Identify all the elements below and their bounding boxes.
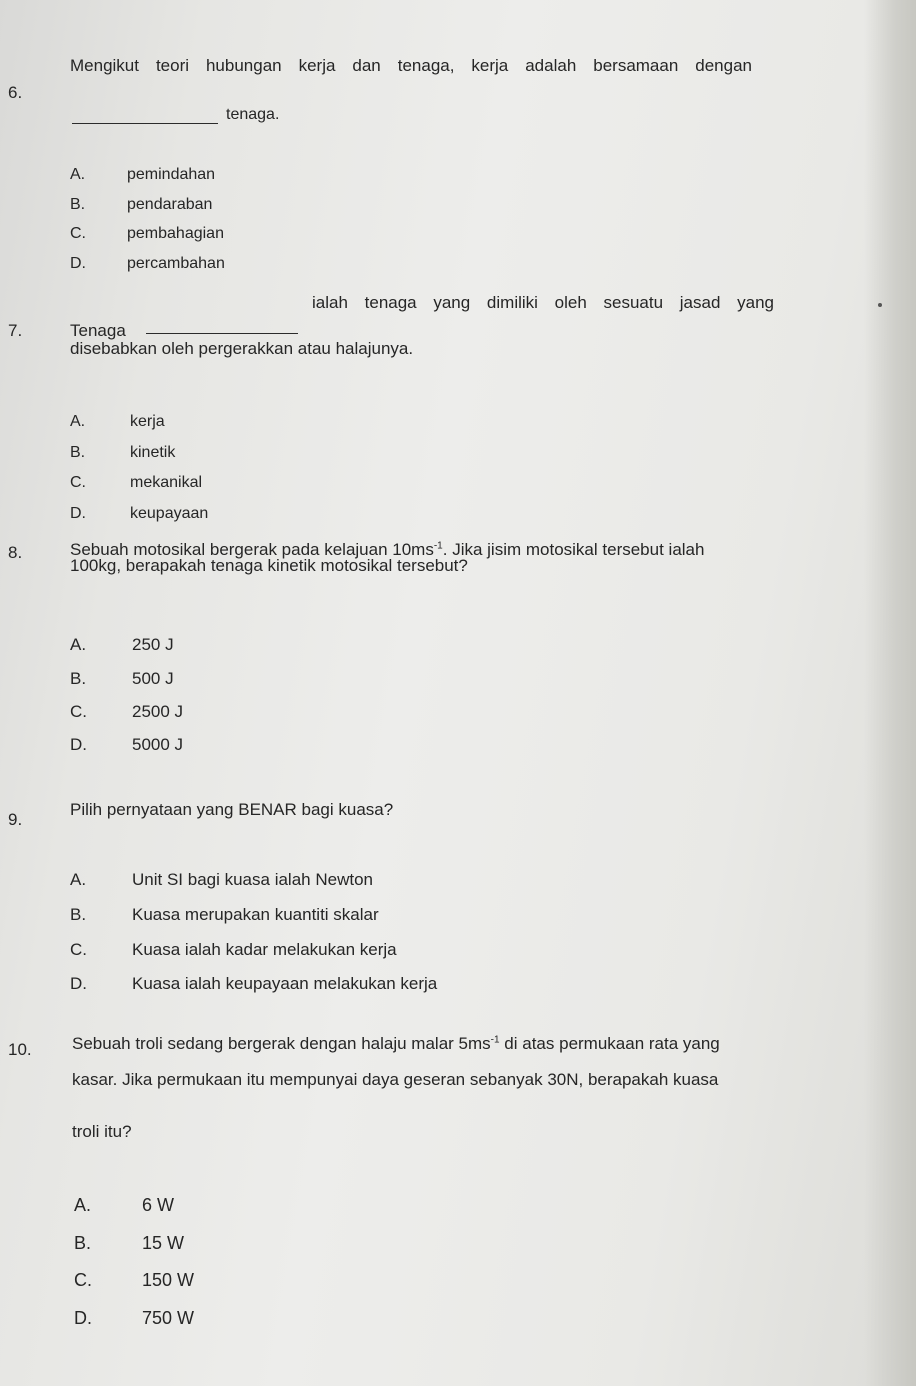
option-text: kinetik bbox=[130, 444, 176, 461]
option-letter: B. bbox=[70, 444, 86, 461]
question-number: 7. bbox=[8, 321, 23, 340]
question-text-line: troli itu? bbox=[72, 1122, 132, 1141]
option-text: Kuasa ialah keupayaan melakukan kerja bbox=[132, 974, 438, 993]
question-text-part: . Jika jisim motosikal tersebut ialah bbox=[442, 540, 705, 559]
option-letter: C. bbox=[70, 940, 87, 959]
option-letter: A. bbox=[70, 166, 86, 183]
option-letter: B. bbox=[70, 669, 87, 688]
option-text: 6 W bbox=[142, 1195, 175, 1215]
question-text-part: Sebuah troli sedang bergerak dengan halaju malar 5ms bbox=[72, 1034, 491, 1053]
question-number: 8. bbox=[8, 543, 23, 562]
unit-exponent: -1 bbox=[490, 1034, 500, 1046]
option-text: kerja bbox=[130, 413, 165, 430]
unit-exponent: -1 bbox=[433, 540, 443, 552]
option-letter: D. bbox=[70, 974, 87, 993]
option-text: 250 J bbox=[132, 635, 174, 654]
option-text: pemindahan bbox=[127, 166, 216, 183]
option-text: mekanikal bbox=[130, 474, 203, 491]
option-letter: A. bbox=[74, 1195, 92, 1215]
option-letter: D. bbox=[70, 255, 86, 272]
option-text: Kuasa ialah kadar melakukan kerja bbox=[132, 940, 397, 959]
option-text: 500 J bbox=[132, 669, 174, 688]
question-text-line: Pilih pernyataan yang BENAR bagi kuasa? bbox=[70, 800, 394, 819]
option-text: 150 W bbox=[142, 1270, 195, 1290]
question-text-line: tenaga. bbox=[226, 106, 280, 123]
option-letter: D. bbox=[70, 735, 87, 754]
option-letter: D. bbox=[74, 1308, 92, 1328]
option-text: pembahagian bbox=[127, 225, 224, 242]
question-number: 9. bbox=[8, 810, 23, 829]
option-letter: B. bbox=[70, 196, 86, 213]
question-text-end: ialah tenaga yang dimiliki oleh sesuatu jasad yang bbox=[312, 293, 774, 312]
pen-mark bbox=[878, 303, 882, 307]
question-text-line: disebabkan oleh pergerakkan atau halajunya. bbox=[70, 339, 414, 358]
option-letter: A. bbox=[70, 870, 87, 889]
question-text-part: Sebuah motosikal bergerak pada kelajuan 10ms bbox=[70, 540, 434, 559]
option-letter: C. bbox=[70, 702, 87, 721]
option-text: keupayaan bbox=[130, 505, 209, 522]
option-letter: A. bbox=[70, 635, 87, 654]
question-number: 6. bbox=[8, 83, 23, 102]
option-text: 750 W bbox=[142, 1308, 195, 1328]
question-text-start: Tenaga bbox=[70, 321, 126, 340]
option-letter: B. bbox=[74, 1233, 92, 1253]
answer-blank bbox=[146, 333, 298, 334]
option-letter: A. bbox=[70, 413, 86, 430]
option-text: 2500 J bbox=[132, 702, 184, 721]
option-letter: B. bbox=[70, 905, 87, 924]
question-text-line bbox=[72, 1034, 720, 1054]
option-text: Kuasa merupakan kuantiti skalar bbox=[132, 905, 379, 924]
option-letter: C. bbox=[70, 474, 86, 491]
question-text-line: kasar. Jika permukaan itu mempunyai daya geseran sebanyak 30N, berapakah kuasa bbox=[72, 1070, 719, 1089]
question-text-line: 100kg, berapakah tenaga kinetik motosikal tersebut? bbox=[70, 556, 468, 575]
option-letter: D. bbox=[70, 505, 86, 522]
question-text-part: di atas permukaan rata yang bbox=[499, 1034, 720, 1053]
option-text: percambahan bbox=[127, 255, 225, 272]
option-text: 5000 J bbox=[132, 735, 184, 754]
option-text: 15 W bbox=[142, 1233, 185, 1253]
option-letter: C. bbox=[74, 1270, 92, 1290]
option-letter: C. bbox=[70, 225, 86, 242]
option-text: pendaraban bbox=[127, 196, 213, 213]
option-text: Unit SI bagi kuasa ialah Newton bbox=[132, 870, 373, 889]
question-number: 10. bbox=[8, 1040, 32, 1059]
question-text-line: Mengikut teori hubungan kerja dan tenaga, kerja adalah bersamaan dengan bbox=[70, 56, 752, 75]
answer-blank bbox=[72, 123, 218, 124]
